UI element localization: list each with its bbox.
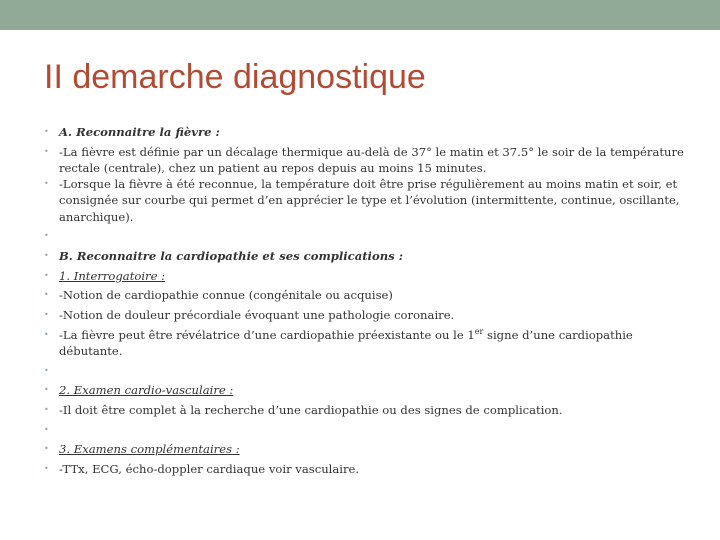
- bullet-icon: •: [44, 444, 49, 454]
- list-item: [44, 248, 684, 264]
- list-item-text-part: -La fièvre peut être révélatrice d’une cardiopathie préexistante ou le 1: [59, 327, 475, 342]
- section-heading: A. Reconnaitre la fièvre :: [59, 125, 220, 139]
- bullet-icon: •: [44, 424, 49, 434]
- list-item-text: -La fièvre est définie par un décalage thermique au-delà de 37° le matin et 37.5° le soir de la température rectale (centrale), chez un patient au repos depuis au moins 15 minutes.: [59, 144, 684, 175]
- bullet-icon: •: [44, 385, 49, 395]
- list-item-text: -Notion de cardiopathie connue (congénitale ou acquise): [59, 288, 393, 303]
- bullet-icon: •: [44, 179, 49, 189]
- list-item-empty: [44, 228, 684, 244]
- list-item: [44, 287, 684, 303]
- list-item: [44, 461, 684, 477]
- list-item: [44, 327, 684, 359]
- list-item: [44, 382, 684, 398]
- top-bar: [0, 0, 720, 30]
- list-item: [44, 144, 684, 176]
- bullet-icon: •: [44, 290, 49, 300]
- bullet-icon: •: [44, 146, 49, 156]
- list-item: [44, 441, 684, 457]
- slide-title: II demarche diagnostique: [44, 58, 426, 96]
- list-item: [44, 176, 684, 225]
- list-item-text: -Il doit être complet à la recherche d’une cardiopathie ou des signes de complication.: [59, 403, 563, 418]
- bullet-icon: •: [44, 310, 49, 320]
- slide-content: [44, 124, 684, 477]
- list-item: [44, 307, 684, 323]
- bullet-icon: •: [44, 329, 49, 339]
- list-item-text: -TTx, ECG, écho-doppler cardiaque voir vasculaire.: [59, 462, 360, 477]
- list-item: [44, 124, 684, 140]
- section-heading: B. Reconnaitre la cardiopathie et ses complications :: [59, 248, 403, 263]
- subsection-heading: 1. Interrogatoire :: [59, 268, 166, 283]
- bullet-icon: •: [44, 127, 49, 136]
- list-item-text: -Notion de douleur précordiale évoquant une pathologie coronaire.: [59, 308, 455, 323]
- bullet-icon: •: [44, 464, 49, 474]
- list-item-empty: [44, 422, 684, 438]
- list-item-text: -Lorsque la fièvre à été reconnue, la température doit être prise régulièrement au moins matin et soir, et consignée sur courbe qui permet d’en apprécier le type et l’évolution (intermittente, continue, oscillante, anarchique).: [59, 177, 680, 224]
- bullet-icon: •: [44, 231, 49, 241]
- subsection-heading: 2. Examen cardio-vasculaire :: [59, 383, 234, 398]
- list-item-text-part: signe d’une cardiopathie débutante.: [59, 327, 633, 358]
- subsection-heading: 3. Examens complémentaires :: [59, 442, 240, 457]
- bullet-icon: •: [44, 250, 49, 260]
- list-item: [44, 268, 684, 284]
- list-item-text: [59, 328, 633, 358]
- bullet-icon: •: [44, 405, 49, 415]
- list-item: [44, 402, 684, 418]
- list-item-empty: [44, 363, 684, 379]
- bullet-icon: •: [44, 270, 49, 280]
- bullet-icon: •: [44, 365, 49, 375]
- superscript: er: [474, 326, 484, 336]
